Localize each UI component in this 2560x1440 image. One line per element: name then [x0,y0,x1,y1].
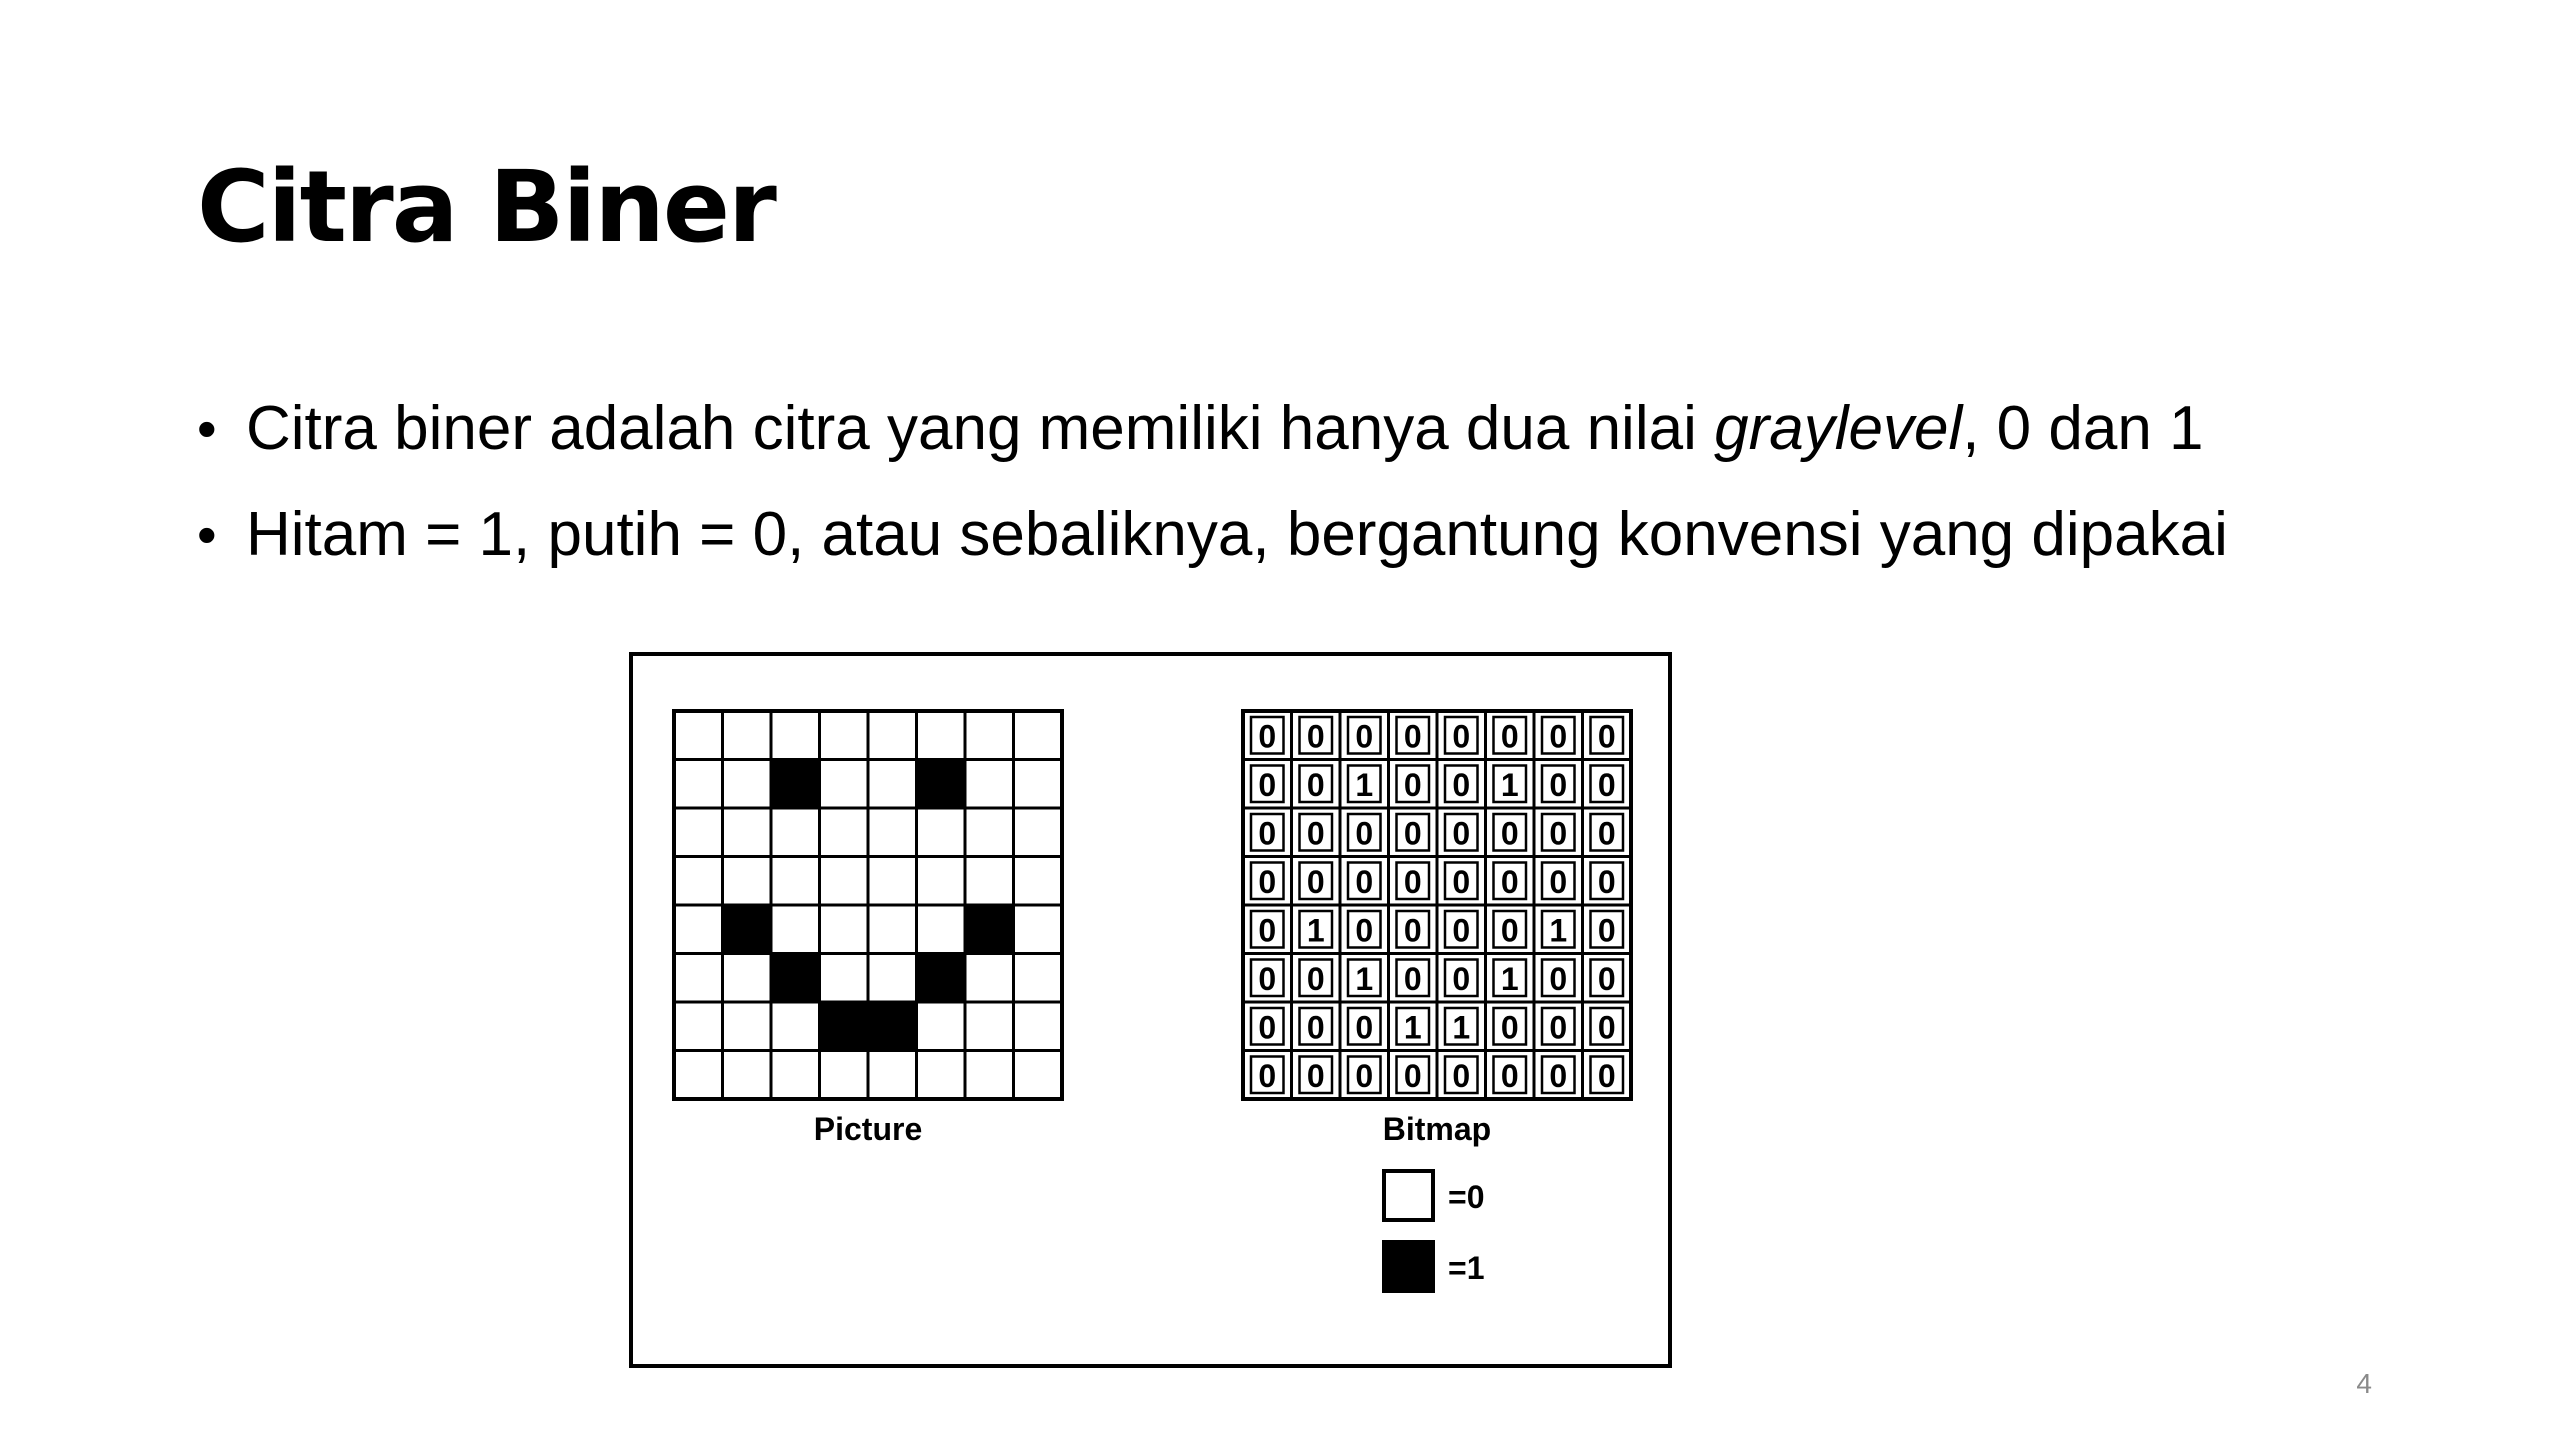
picture-pixel-white [674,711,723,760]
picture-pixel-white [771,1051,820,1100]
picture-pixel-white [917,1051,966,1100]
picture-pixel-white [917,857,966,906]
bitmap-digit: 0 [1403,960,1422,997]
picture-pixel-black [771,760,820,809]
picture-pixel-white [820,905,869,954]
bitmap-digit: 0 [1549,863,1568,900]
picture-pixel-white [723,954,772,1003]
bitmap-digit: 0 [1597,766,1616,803]
bullet-text-part: Citra biner adalah citra yang memiliki hanya dua nilai [246,394,1715,463]
bitmap-digit: 0 [1258,766,1277,803]
picture-pixel-white [820,711,869,760]
bullet-marker: • [197,503,217,566]
bullet-emphasis: graylevel [1714,394,1963,463]
legend-swatch-white [1384,1171,1433,1220]
picture-pixel-white [723,857,772,906]
bitmap-digit: 0 [1597,815,1616,852]
bitmap-digit: 0 [1597,863,1616,900]
bullet-text: Hitam = 1, putih = 0, atau sebaliknya, bergantung konvensi yang dipakai [246,500,2228,569]
bitmap-digit: 0 [1452,766,1471,803]
picture-pixel-white [674,905,723,954]
bitmap-digit: 0 [1500,1057,1519,1094]
picture-pixel-white [965,808,1014,857]
bitmap-digit: 0 [1306,815,1325,852]
picture-pixel-white [965,954,1014,1003]
picture-pixel-white [868,711,917,760]
picture-pixel-white [965,1051,1014,1100]
bitmap-digit: 0 [1597,1057,1616,1094]
picture-pixel-black [771,954,820,1003]
bitmap-digit: 0 [1549,1057,1568,1094]
picture-pixel-white [723,1002,772,1051]
page-number: 4 [2356,1368,2372,1399]
picture-pixel-white [820,857,869,906]
picture-pixel-white [674,1002,723,1051]
bitmap-digit: 0 [1597,718,1616,755]
picture-pixel-black [917,760,966,809]
bitmap-digit: 1 [1452,1009,1471,1046]
picture-pixel-white [674,808,723,857]
bitmap-digit: 1 [1549,912,1568,949]
binary-image-figure [629,652,1672,1368]
picture-pixel-white [820,760,869,809]
bitmap-digit: 0 [1452,815,1471,852]
picture-pixel-white [917,711,966,760]
bitmap-digit: 0 [1306,718,1325,755]
picture-pixel-white [771,857,820,906]
picture-pixel-white [868,1051,917,1100]
figure-canvas [633,656,1668,1364]
bitmap-digit: 0 [1355,718,1374,755]
slide-title: Citra Biner [197,150,775,265]
bullet-item [197,388,2457,470]
bitmap-digit: 0 [1500,718,1519,755]
bitmap-digit: 0 [1500,815,1519,852]
bitmap-digit: 0 [1258,1057,1277,1094]
bitmap-digit: 0 [1258,1009,1277,1046]
bitmap-digit: 0 [1258,815,1277,852]
bitmap-digit: 0 [1306,766,1325,803]
picture-pixel-black [820,1002,869,1051]
bitmap-digit: 0 [1355,912,1374,949]
bullet-text-part: , 0 dan 1 [1962,394,2204,463]
picture-pixel-white [771,808,820,857]
bitmap-digit: 0 [1355,815,1374,852]
picture-pixel-white [868,857,917,906]
bitmap-digit: 0 [1306,960,1325,997]
bitmap-digit: 0 [1258,863,1277,900]
bitmap-digit: 1 [1403,1009,1422,1046]
bullet-text [246,388,2457,470]
picture-pixel-black [917,954,966,1003]
picture-pixel-white [820,808,869,857]
picture-pixel-white [1014,760,1063,809]
legend-label: =1 [1448,1250,1485,1286]
picture-pixel-white [820,1051,869,1100]
bitmap-digit: 0 [1355,1057,1374,1094]
bitmap-digit: 1 [1306,912,1325,949]
picture-pixel-white [1014,1051,1063,1100]
picture-pixel-white [674,760,723,809]
bitmap-digit: 0 [1306,863,1325,900]
bitmap-digit: 1 [1500,766,1519,803]
picture-pixel-white [965,1002,1014,1051]
picture-pixel-white [674,954,723,1003]
picture-pixel-white [917,905,966,954]
bitmap-digit: 0 [1258,718,1277,755]
picture-pixel-black [868,1002,917,1051]
bitmap-digit: 1 [1500,960,1519,997]
bitmap-digit: 0 [1597,1009,1616,1046]
bitmap-digit: 0 [1355,1009,1374,1046]
bitmap-digit: 1 [1355,766,1374,803]
bitmap-digit: 0 [1549,718,1568,755]
picture-pixel-white [1014,857,1063,906]
bitmap-digit: 0 [1403,718,1422,755]
picture-pixel-white [1014,905,1063,954]
bitmap-digit: 0 [1500,1009,1519,1046]
picture-pixel-white [723,1051,772,1100]
bitmap-digit: 0 [1403,766,1422,803]
bitmap-digit: 0 [1452,718,1471,755]
picture-pixel-white [820,954,869,1003]
bitmap-digit: 0 [1549,960,1568,997]
picture-pixel-white [1014,1002,1063,1051]
bitmap-digit: 0 [1403,815,1422,852]
bitmap-digit: 1 [1355,960,1374,997]
bitmap-digit: 0 [1403,912,1422,949]
picture-pixel-white [674,857,723,906]
picture-pixel-white [868,905,917,954]
picture-pixel-white [917,808,966,857]
bitmap-digit: 0 [1452,1057,1471,1094]
picture-pixel-white [674,1051,723,1100]
picture-pixel-white [917,1002,966,1051]
picture-pixel-white [723,711,772,760]
picture-pixel-white [965,711,1014,760]
bitmap-digit: 0 [1549,815,1568,852]
picture-pixel-white [1014,808,1063,857]
picture-pixel-white [771,1002,820,1051]
bitmap-digit: 0 [1355,863,1374,900]
legend-swatch-black [1384,1242,1433,1291]
picture-pixel-white [868,808,917,857]
bitmap-digit: 0 [1597,912,1616,949]
picture-pixel-black [965,905,1014,954]
bitmap-digit: 0 [1549,1009,1568,1046]
picture-pixel-white [771,905,820,954]
bitmap-digit: 0 [1306,1057,1325,1094]
bitmap-digit: 0 [1403,1057,1422,1094]
picture-pixel-white [965,760,1014,809]
picture-pixel-white [1014,954,1063,1003]
bullet-marker: • [197,397,217,460]
bitmap-digit: 0 [1306,1009,1325,1046]
bitmap-digit: 0 [1549,766,1568,803]
legend-label: =0 [1448,1179,1485,1215]
bitmap-digit: 0 [1597,960,1616,997]
picture-pixel-white [868,760,917,809]
bullet-item [197,494,2457,576]
bitmap-digit: 0 [1403,863,1422,900]
picture-pixel-white [723,808,772,857]
bitmap-digit: 0 [1452,863,1471,900]
bitmap-caption: Bitmap [1382,1111,1492,1147]
bitmap-digit: 0 [1452,912,1471,949]
bitmap-digit: 0 [1452,960,1471,997]
bitmap-digit: 0 [1500,912,1519,949]
picture-pixel-white [1014,711,1063,760]
bitmap-digit: 0 [1258,912,1277,949]
picture-pixel-white [965,857,1014,906]
bitmap-digit: 0 [1258,960,1277,997]
bitmap-digit: 0 [1500,863,1519,900]
picture-pixel-black [723,905,772,954]
picture-pixel-white [723,760,772,809]
picture-caption: Picture [813,1111,923,1147]
bullet-list [197,388,2457,600]
picture-pixel-white [868,954,917,1003]
picture-pixel-white [771,711,820,760]
